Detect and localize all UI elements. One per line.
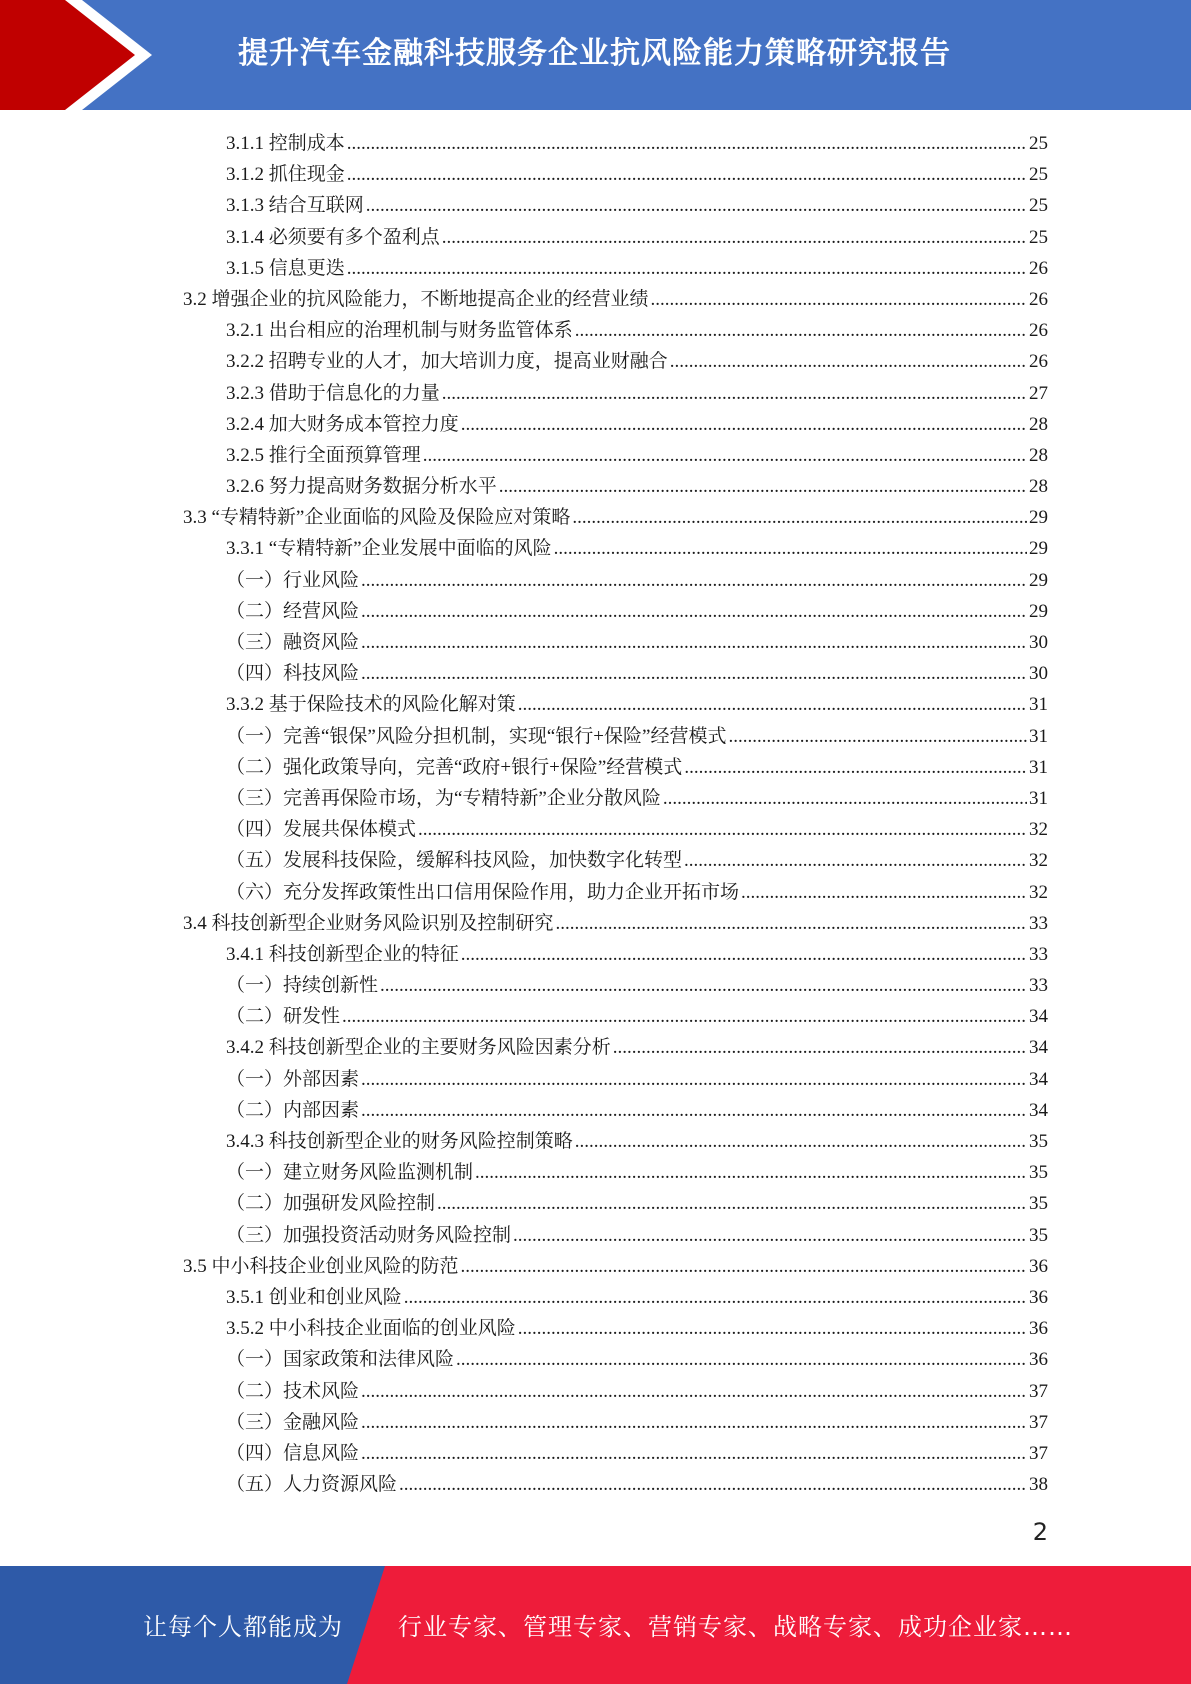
toc-dot-leader (361, 1407, 1027, 1438)
toc-dot-leader (461, 1251, 1027, 1282)
toc-entry-page: 33 (1029, 943, 1048, 965)
toc-entry-page: 25 (1029, 164, 1048, 186)
toc-entry-page: 35 (1029, 1224, 1048, 1246)
toc-entry-title: （四）信息风险 (226, 1442, 360, 1464)
toc-entry-title: （三）加强投资活动财务风险控制 (226, 1224, 512, 1246)
toc-entry-page: 35 (1029, 1193, 1048, 1215)
toc-dot-leader (554, 533, 1027, 564)
toc-entry[interactable] (183, 471, 1048, 502)
toc-dot-leader (361, 627, 1027, 658)
toc-entry-title: （一）完善“银保”风险分担机制，实现“银行+保险”经营模式 (226, 725, 727, 747)
toc-entry-page: 29 (1029, 600, 1048, 622)
toc-entry[interactable] (183, 190, 1048, 221)
toc-entry[interactable] (183, 159, 1048, 190)
toc-dot-leader (404, 1282, 1027, 1313)
footer-slogan-right: 行业专家、管理专家、营销专家、战略专家、成功企业家…… (398, 1613, 1073, 1641)
toc-entry-title: （一）国家政策和法律风险 (226, 1349, 455, 1371)
toc-entry-page: 28 (1029, 476, 1048, 498)
toc-dot-leader (399, 1469, 1027, 1500)
toc-entry[interactable] (183, 1376, 1048, 1407)
toc-entry-title: 3.1.3 结合互联网 (226, 195, 364, 217)
toc-entry-page: 34 (1029, 1099, 1048, 1121)
toc-entry-page: 25 (1029, 133, 1048, 154)
toc-entry-page: 29 (1029, 507, 1048, 529)
toc-dot-leader (347, 159, 1027, 190)
toc-entry[interactable] (183, 783, 1048, 814)
toc-entry[interactable] (183, 1282, 1048, 1313)
toc-entry[interactable] (183, 1001, 1048, 1032)
toc-entry[interactable] (183, 1188, 1048, 1219)
toc-entry-page: 34 (1029, 1068, 1048, 1090)
toc-entry-title: 3.4.1 科技创新型企业的特征 (226, 943, 459, 965)
toc-dot-leader (684, 752, 1027, 783)
toc-entry-title: 3.1.4 必须要有多个盈利点 (226, 226, 440, 248)
toc-entry-page: 35 (1029, 1162, 1048, 1184)
toc-entry-title: （一）行业风险 (226, 569, 360, 591)
toc-dot-leader (651, 284, 1027, 315)
toc-entry[interactable] (183, 1032, 1048, 1063)
toc-entry[interactable] (183, 721, 1048, 752)
toc-entry-page: 29 (1029, 569, 1048, 591)
toc-entry-page: 26 (1029, 320, 1048, 342)
toc-entry-title: 3.2 增强企业的抗风险能力，不断地提高企业的经营业绩 (183, 288, 649, 310)
toc-entry-page: 34 (1029, 1006, 1048, 1028)
toc-entry[interactable] (183, 533, 1048, 564)
page-header (0, 0, 1191, 110)
toc-entry[interactable] (183, 222, 1048, 253)
toc-entry-title: 3.2.5 推行全面预算管理 (226, 444, 421, 466)
toc-entry-title: （五）人力资源风险 (226, 1474, 398, 1496)
toc-dot-leader (684, 845, 1027, 876)
toc-entry-page: 31 (1029, 725, 1048, 747)
toc-dot-leader (380, 970, 1027, 1001)
toc-entry[interactable] (183, 128, 1048, 159)
toc-dot-leader (613, 1032, 1027, 1063)
toc-entry[interactable] (183, 284, 1048, 315)
toc-entry[interactable] (183, 1064, 1048, 1095)
toc-entry[interactable] (183, 877, 1048, 908)
toc-entry-page: 37 (1029, 1411, 1048, 1433)
toc-entry-title: 3.5.2 中小科技企业面临的创业风险 (226, 1318, 516, 1340)
toc-dot-leader (728, 721, 1027, 752)
toc-dot-leader (347, 128, 1027, 159)
toc-entry-title: （二）经营风险 (226, 600, 360, 622)
toc-entry-page: 32 (1029, 819, 1048, 841)
toc-entry-page: 37 (1029, 1380, 1048, 1402)
toc-entry-page: 34 (1029, 1037, 1048, 1059)
toc-dot-leader (518, 689, 1027, 720)
toc-entry-title: （二）强化政策导向，完善“政府+银行+保险”经营模式 (226, 756, 683, 778)
toc-entry-page: 37 (1029, 1442, 1048, 1464)
header-title: 提升汽车金融科技服务企业抗风险能力策略研究报告 (238, 36, 951, 71)
toc-dot-leader (575, 1126, 1027, 1157)
toc-entry[interactable] (183, 1095, 1048, 1126)
footer-blue-slant (347, 1566, 385, 1684)
toc-entry-title: 3.3.1 “专精特新”企业发展中面临的风险 (226, 538, 552, 560)
toc-entry-page: 36 (1029, 1286, 1048, 1308)
toc-entry-title: 3.2.2 招聘专业的人才，加大培训力度，提高业财融合 (226, 351, 668, 373)
toc-dot-leader (423, 440, 1027, 471)
toc-entry-page: 26 (1029, 288, 1048, 310)
toc-entry[interactable] (183, 908, 1048, 939)
toc-entry-page: 28 (1029, 444, 1048, 466)
toc-entry-page: 31 (1029, 787, 1048, 809)
toc-entry-page: 33 (1029, 975, 1048, 997)
toc-entry-title: （三）金融风险 (226, 1411, 360, 1433)
toc-entry[interactable] (183, 1438, 1048, 1469)
toc-dot-leader (575, 315, 1027, 346)
toc-dot-leader (361, 1376, 1027, 1407)
toc-entry-title: （一）外部因素 (226, 1068, 360, 1090)
toc-entry-page: 26 (1029, 257, 1048, 279)
toc-dot-leader (342, 1001, 1027, 1032)
toc-entry-page: 36 (1029, 1349, 1048, 1371)
toc-entry-page: 31 (1029, 694, 1048, 716)
toc-entry[interactable] (183, 253, 1048, 284)
toc-entry-title: 3.5.1 创业和创业风险 (226, 1286, 402, 1308)
toc-entry[interactable] (183, 378, 1048, 409)
toc-entry[interactable] (183, 1344, 1048, 1375)
toc-dot-leader (741, 877, 1027, 908)
toc-entry[interactable] (183, 1126, 1048, 1157)
table-of-contents (183, 128, 1048, 1500)
toc-entry-page: 32 (1029, 850, 1048, 872)
toc-entry[interactable] (183, 1157, 1048, 1188)
toc-entry-page: 30 (1029, 663, 1048, 685)
toc-entry-page: 25 (1029, 195, 1048, 217)
toc-entry[interactable] (183, 1469, 1048, 1500)
toc-entry-title: 3.1.2 抓住现金 (226, 164, 345, 186)
toc-entry-title: （三）完善再保险市场，为“专精特新”企业分散风险 (226, 787, 661, 809)
toc-entry-page: 30 (1029, 632, 1048, 653)
toc-entry[interactable] (183, 1251, 1048, 1282)
toc-dot-leader (366, 190, 1027, 221)
toc-dot-leader (461, 939, 1027, 970)
toc-entry[interactable] (183, 845, 1048, 876)
toc-entry[interactable] (183, 627, 1048, 658)
toc-entry-title: （六）充分发挥政策性出口信用保险作用，助力企业开拓市场 (226, 881, 740, 903)
toc-entry-page: 36 (1029, 1318, 1048, 1340)
toc-entry-page: 36 (1029, 1255, 1048, 1277)
toc-entry-title: （三）融资风险 (226, 632, 360, 653)
toc-entry-title: 3.3.2 基于保险技术的风险化解对策 (226, 694, 516, 716)
toc-entry[interactable] (183, 752, 1048, 783)
toc-entry[interactable] (183, 346, 1048, 377)
toc-dot-leader (361, 1064, 1027, 1095)
toc-dot-leader (572, 502, 1027, 533)
toc-entry-title: 3.2.1 出台相应的治理机制与财务监管体系 (226, 320, 573, 342)
toc-entry[interactable] (183, 939, 1048, 970)
page-footer (0, 1566, 1191, 1684)
toc-entry-page: 38 (1029, 1474, 1048, 1496)
toc-entry-title: （二）技术风险 (226, 1380, 360, 1402)
toc-dot-leader (361, 658, 1027, 689)
page-number: 2 (1032, 1518, 1048, 1546)
toc-dot-leader (418, 814, 1027, 845)
toc-entry-title: （二）加强研发风险控制 (226, 1193, 436, 1215)
footer-slogan-left: 让每个人都能成为 (143, 1613, 343, 1641)
toc-entry-title: （一）持续创新性 (226, 975, 379, 997)
toc-entry[interactable] (183, 502, 1048, 533)
toc-entry-title: 3.3 “专精特新”企业面临的风险及保险应对策略 (183, 507, 571, 529)
toc-dot-leader (475, 1157, 1027, 1188)
toc-dot-leader (461, 409, 1027, 440)
toc-entry-page: 25 (1029, 226, 1048, 248)
toc-entry-title: 3.2.6 努力提高财务数据分析水平 (226, 476, 497, 498)
toc-entry[interactable] (183, 315, 1048, 346)
toc-entry-title: （一）建立财务风险监测机制 (226, 1162, 474, 1184)
toc-entry-title: 3.2.4 加大财务成本管控力度 (226, 413, 459, 435)
toc-entry-page: 26 (1029, 351, 1048, 373)
toc-entry-page: 31 (1029, 756, 1048, 778)
toc-entry-page: 32 (1029, 881, 1048, 903)
toc-entry[interactable] (183, 814, 1048, 845)
toc-dot-leader (442, 378, 1027, 409)
header-arrow-stripe (0, 0, 160, 110)
toc-dot-leader (361, 596, 1027, 627)
toc-dot-leader (556, 908, 1027, 939)
toc-entry-page: 29 (1029, 538, 1048, 560)
toc-entry[interactable] (183, 689, 1048, 720)
toc-entry-page: 28 (1029, 413, 1048, 435)
toc-entry-title: （五）发展科技保险，缓解科技风险，加快数字化转型 (226, 850, 683, 872)
toc-dot-leader (513, 1220, 1027, 1251)
toc-dot-leader (361, 565, 1027, 596)
toc-entry-title: 3.1.5 信息更迭 (226, 257, 345, 279)
toc-entry-title: （四）发展共保体模式 (226, 819, 417, 841)
toc-dot-leader (456, 1344, 1027, 1375)
toc-entry-title: （二）研发性 (226, 1006, 341, 1028)
toc-entry-page: 27 (1029, 382, 1048, 404)
toc-entry[interactable] (183, 596, 1048, 627)
toc-dot-leader (347, 253, 1027, 284)
toc-dot-leader (361, 1438, 1027, 1469)
toc-entry-title: 3.1.1 控制成本 (226, 133, 345, 154)
toc-entry-title: （四）科技风险 (226, 663, 360, 685)
toc-dot-leader (499, 471, 1027, 502)
toc-dot-leader (518, 1313, 1027, 1344)
toc-entry[interactable] (183, 409, 1048, 440)
toc-entry-title: 3.2.3 借助于信息化的力量 (226, 382, 440, 404)
toc-entry-title: （二）内部因素 (226, 1099, 360, 1121)
toc-entry-title: 3.4 科技创新型企业财务风险识别及控制研究 (183, 912, 554, 934)
toc-entry[interactable] (183, 1313, 1048, 1344)
toc-entry-page: 33 (1029, 912, 1048, 934)
toc-entry-title: 3.4.2 科技创新型企业的主要财务风险因素分析 (226, 1037, 611, 1059)
toc-dot-leader (437, 1188, 1027, 1219)
toc-entry[interactable] (183, 565, 1048, 596)
toc-dot-leader (361, 1095, 1027, 1126)
toc-entry[interactable] (183, 1220, 1048, 1251)
toc-entry-title: 3.5 中小科技企业创业风险的防范 (183, 1255, 459, 1277)
toc-entry[interactable] (183, 658, 1048, 689)
toc-dot-leader (442, 222, 1027, 253)
toc-entry[interactable] (183, 970, 1048, 1001)
toc-entry-page: 35 (1029, 1131, 1048, 1152)
toc-entry[interactable] (183, 440, 1048, 471)
toc-entry[interactable] (183, 1407, 1048, 1438)
toc-dot-leader (663, 783, 1027, 814)
toc-entry-title: 3.4.3 科技创新型企业的财务风险控制策略 (226, 1131, 573, 1152)
toc-dot-leader (670, 346, 1027, 377)
